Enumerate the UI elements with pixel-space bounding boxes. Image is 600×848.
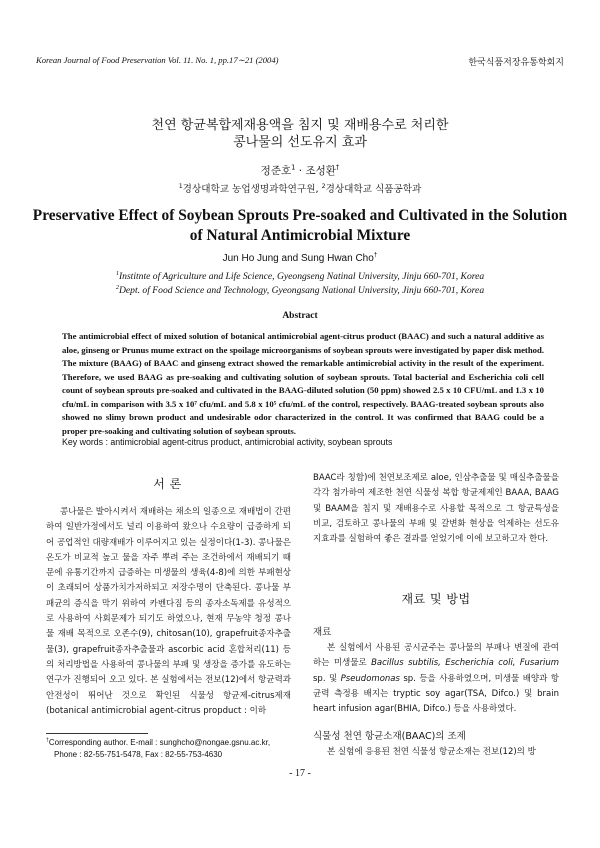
english-affiliation-1: Institnte of Agriculture and Life Science, Gyeongseng Natinal University, Jinju 660-701, Korea [118, 271, 485, 282]
english-title-line-2: of Natural Antimicrobial Mixture [189, 227, 411, 244]
korean-affiliations: $^1$경상대학교 농업생명과학연구원, $^2$경상대학교 식품공학과 [178, 182, 422, 195]
right-column [313, 471, 559, 547]
abstract-heading: Abstract [282, 311, 318, 321]
materials-text [313, 641, 559, 717]
korean-title-line-2: 콩나물의 선도유지 효과 [233, 135, 367, 150]
intro-heading: 서 론 [153, 477, 182, 491]
society-name: 한국식품저장유통학회지 [468, 58, 564, 68]
footnote-rule [46, 733, 148, 734]
korean-author-2: 조성환 [305, 165, 336, 177]
baac-text: 본 실험에 응용된 천연 식물성 항균소재는 전보(12)의 방 [327, 747, 536, 757]
species-name-2: Pseudomonas [340, 673, 400, 684]
intro-continued-text: BAAC라 칭함)에 천연보조제로 aloe, 인삼추출물 및 매실추출물을 각각 첨가하여 제조한 천연 식물성 복합 항균제제인 BAAA, BAAG 및 BAAM을 침지 및 재배용수로 사용할 목적으로 그 항균특성을 비교, 검토하고 콩나물의 부패 및 갈변화 현상을 억제하는 선도유지효과를 실험하여 좋은 결과를 얻었기에 이에 보고하고자 한다. [313, 473, 559, 545]
materials-text-part-2: sp. 및 [313, 673, 341, 684]
species-names-1: Bacillus subtilis, Escherichia coli, Fusarium [371, 658, 559, 669]
journal-citation: Korean Journal of Food Preservation Vol. 11. No. 1, pp.17∼21 (2004) [36, 55, 279, 65]
footnote-line-1: Corresponding author. E-mail : sunghcho@nongae.gsnu.ac.kr, [48, 738, 271, 747]
page-number: - 17 - [289, 768, 311, 779]
intro-text: 콩나물은 발아시켜서 재배하는 채소의 일종으로 재배법이 간편하여 일반가정에서도 널리 이용하여 왔으나 수요량이 급증하게 되어 공업적인 대량재배가 이루어지고 있는 실정이다(1-3). 콩나물은 온도가 비교적 높고 물을 자주 뿌려 주는 조건하에서 재배되기 때문에 유통기간까지 급증하는 미생물의 생육(4-8)에 의한 부패현상이 초래되어 상품가치가저하되고 저장수명이 단축된다. 콩나물 부패균의 증식을 막기 위하여 카벤다짐 등의 종자소독제를 유성적으로 사용하여 사회문제가 되기도 하였으나, 현재 무농약 청정 콩나물 재배 목적으로 오존수(9), chitosan(10), grapefruit종자추출물(3), grapefruit종자추출물과 ascorbic acid 혼합처리(11) 등의 처리방법을 사용하여 콩나물의 부패 및 생장을 증가를 유도하는 연구가 진행되어 오고 있다. 본 실험에서는 전보(12)에서 항균력과 안전성이 뛰어난 것으로 확인된 식물성 항균제-citrus제재(botanical antimicrobial agent-citrus propduct : 이하 [46, 507, 291, 716]
korean-author-1: 정준호 [260, 165, 292, 177]
english-title-line-1: Preservative Effect of Soybean Sprouts Pre-soaked and Cultivated in the Solution [32, 207, 568, 224]
materials-text-part-3: sp. 등을 사용하였으며, 미생물 배양과 항균력 측정용 배지는 tryptic soy agar(TSA, Difco.) 및 brain heart infusion agar(BHIA, Difco.) 등을 사용하였다. [313, 673, 559, 715]
english-author-names: Jun Ho Jung and Sung Hwan Cho [222, 253, 374, 264]
english-authors: Jun Ho Jung and Sung Hwan Cho† [222, 251, 378, 264]
korean-title-line-1: 천연 항균복합제재용액을 침지 및 재배용수로 처리한 [151, 118, 449, 133]
english-affiliations: $^1$Institnte of Agriculture and Life Science, Gyeongseng Natinal University, Jinju 660-701, Korea $^2$Dept. of Food Science and Technology, Gyeongsang National University, Jinju 660-701, Korea [115, 269, 485, 296]
author-separator: · [298, 165, 303, 177]
baac-heading: 식물성 천연 항균소재(BAAC)의 조제 [313, 731, 466, 742]
english-affiliation-2: Dept. of Food Science and Technology, Gyeongsang National University, Jinju 660-701, Korea [118, 284, 485, 296]
materials-heading: 재료 [313, 627, 332, 638]
korean-affiliation-2: 경상대학교 식품공학과 [325, 184, 422, 195]
korean-title [0, 117, 600, 151]
keywords: Key words : antimicrobial agent-citrus product, antimicrobial activity, soybean sprouts [62, 437, 393, 447]
running-header [36, 55, 564, 69]
materials-text-part-1: 본 실험에서 사용된 공시균주는 콩나물의 부패나 변질에 관여하는 미생물로 [313, 643, 559, 669]
korean-authors: 정준호$^1$ · 조성환† [260, 163, 340, 177]
correspondence-footnote: †Corresponding author. E-mail : sunghcho@nongae.gsnu.ac.kr, Phone : 82-55-751-5478, Fax : 82-55-753-4630 [46, 737, 271, 759]
korean-affiliation-1: 경상대학교 농업생명과학연구원, [182, 184, 319, 195]
abstract-text: The antimicrobial effect of mixed solution of botanical antimicrobial agent-citrus product (BAAC) and such a natural additive as aloe, ginseng or Prunus mume extract on the spoilage microorganisms of soybean sprouts were investigated by paper disk method. The mixture (BAAG) of BAAC and ginseng extract showed the remarkable antimicrobial activity in the result of the experiment. Therefore, we used BAAG as pre-soaking and cultivating solution of soybean sprouts. Total bacterial and Escherichia coli cell count of soybean sprouts pre-soaked and cultivated in the BAAG-diluted solution (50 ppm) showed 2.5 x 10 CFU/mL and 1.3 x 10 cfu/mL in comparison with 3.5 x 10⁷ cfu/mL and 5.8 x 10⁵ cfu/mL of the control, respectively. BAAG-treated soybean sprouts also showed no slimy brown product and undesirable odor characterized in the control. It was confirmed that BAAG could be a proper pre-soaking and cultivating solution of soybean sprouts. [62, 331, 544, 436]
english-title [0, 206, 600, 246]
methods-heading: 재료 및 방법 [401, 592, 471, 606]
footnote-line-2: Phone : 82-55-751-5478, Fax : 82-55-753-4630 [54, 749, 223, 759]
